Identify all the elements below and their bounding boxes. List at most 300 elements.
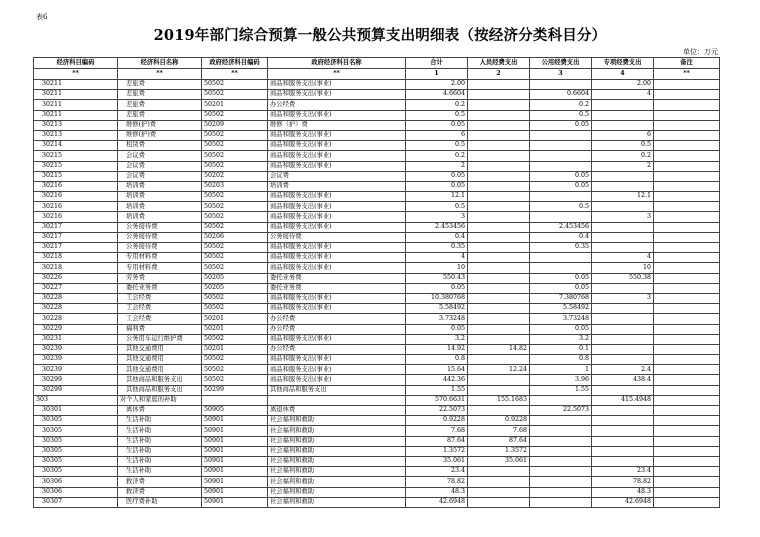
cell-total: 2.453456 [406,222,468,232]
cell-gov-name: 社会福利和救助 [268,456,406,466]
cell-remarks [654,477,720,487]
cell-total: 10 [406,263,468,273]
cell-remarks [654,283,720,293]
cell-special [592,314,654,324]
cell-total: 0.35 [406,243,468,253]
cell-personnel [468,171,530,181]
cell-gov-name: 商品和服务支出(事业) [268,243,406,253]
cell-econ-code: 30307 [34,497,118,507]
cell-gov-code: 50905 [202,406,268,416]
table-row [34,456,720,466]
cell-total: 23.4 [406,467,468,477]
table-row [34,181,720,191]
col-header: 经济科目编码 [34,58,118,69]
cell-gov-code: 50201 [202,324,268,334]
cell-public: 0.4 [530,232,592,242]
cell-total: 0.5 [406,202,468,212]
cell-remarks [654,110,720,120]
cell-remarks [654,181,720,191]
cell-public [530,151,592,161]
cell-gov-code: 50202 [202,171,268,181]
cell-gov-code: 50901 [202,497,268,507]
cell-public [530,130,592,140]
cell-remarks [654,120,720,130]
table-row [34,477,720,487]
cell-public [530,456,592,466]
cell-public [530,141,592,151]
cell-total: 0.9228 [406,416,468,426]
cell-total: 10.380768 [406,293,468,303]
cell-econ-code: 30215 [34,171,118,181]
cell-special [592,446,654,456]
cell-gov-code: 50502 [202,304,268,314]
cell-gov-name: 社会福利和救助 [268,436,406,446]
cell-total: 42.6948 [406,497,468,507]
cell-gov-name: 离退休费 [268,406,406,416]
cell-gov-code: 50201 [202,314,268,324]
cell-gov-code [202,395,268,405]
cell-gov-code: 50502 [202,222,268,232]
cell-gov-code: 50502 [202,151,268,161]
cell-remarks [654,171,720,181]
cell-econ-code: 30306 [34,477,118,487]
cell-econ-name: 专用材料费 [118,263,202,273]
cell-public: 0.05 [530,181,592,191]
cell-gov-code: 50206 [202,232,268,242]
col-subheader: 3 [530,69,592,80]
table-row [34,202,720,212]
cell-econ-code: 30229 [34,324,118,334]
table-row [34,406,720,416]
cell-total: 0.5 [406,110,468,120]
cell-total: 0.4 [406,232,468,242]
cell-remarks [654,385,720,395]
cell-gov-name: 会议费 [268,171,406,181]
cell-public: 0.6604 [530,90,592,100]
cell-gov-code: 50901 [202,416,268,426]
cell-econ-name: 生活补助 [118,456,202,466]
cell-personnel [468,232,530,242]
cell-personnel [468,80,530,90]
cell-gov-code: 50901 [202,436,268,446]
cell-remarks [654,324,720,334]
cell-special [592,232,654,242]
cell-total: 3.73248 [406,314,468,324]
cell-total: 87.64 [406,436,468,446]
cell-total: 2.00 [406,80,468,90]
cell-remarks [654,222,720,232]
cell-econ-code: 30216 [34,192,118,202]
cell-gov-code: 50502 [202,375,268,385]
cell-special: 438.4 [592,375,654,385]
cell-econ-code: 30305 [34,446,118,456]
cell-gov-name: 社会福利和救助 [268,426,406,436]
cell-public [530,80,592,90]
cell-econ-code: 30239 [34,355,118,365]
cell-total: 0.05 [406,324,468,334]
cell-econ-name: 其他交通费用 [118,355,202,365]
cell-public: 22.5073 [530,406,592,416]
cell-gov-code: 50502 [202,365,268,375]
cell-remarks [654,243,720,253]
cell-econ-name: 培训费 [118,192,202,202]
cell-remarks [654,273,720,283]
cell-gov-code: 50299 [202,385,268,395]
cell-econ-code: 30231 [34,334,118,344]
cell-remarks [654,212,720,222]
cell-total: 22.5073 [406,406,468,416]
cell-public: 0.05 [530,324,592,334]
cell-econ-code: 30214 [34,141,118,151]
cell-gov-code: 50901 [202,456,268,466]
cell-econ-code: 30305 [34,456,118,466]
cell-gov-code: 50209 [202,120,268,130]
cell-gov-name: 商品和服务支出(事业) [268,365,406,375]
cell-personnel [468,355,530,365]
cell-special: 10 [592,263,654,273]
table-row [34,395,720,405]
cell-remarks [654,100,720,110]
cell-econ-name: 救济费 [118,477,202,487]
table-row [34,324,720,334]
cell-econ-code: 30228 [34,304,118,314]
cell-public: 3.73248 [530,314,592,324]
cell-econ-code: 30213 [34,130,118,140]
cell-public: 3.2 [530,334,592,344]
cell-gov-code: 50502 [202,293,268,303]
cell-total: 442.36 [406,375,468,385]
cell-econ-name: 福利费 [118,324,202,334]
cell-special [592,456,654,466]
cell-special [592,110,654,120]
cell-econ-code: 30301 [34,406,118,416]
table-row [34,141,720,151]
cell-remarks [654,314,720,324]
cell-special [592,171,654,181]
cell-public: 5.58492 [530,304,592,314]
cell-public [530,192,592,202]
cell-gov-code: 50201 [202,100,268,110]
cell-gov-name: 商品和服务支出(事业) [268,263,406,273]
table-row [34,314,720,324]
cell-econ-name: 生活补助 [118,446,202,456]
cell-personnel [468,243,530,253]
cell-total: 14.92 [406,344,468,354]
cell-personnel [468,497,530,507]
cell-gov-name: 委托业务费 [268,283,406,293]
cell-personnel [468,120,530,130]
cell-public: 1.55 [530,385,592,395]
cell-public [530,467,592,477]
table-row [34,232,720,242]
cell-total: 0.05 [406,181,468,191]
table-body [34,80,720,508]
cell-remarks [654,253,720,263]
cell-gov-name: 商品和服务支出(事业) [268,130,406,140]
cell-remarks [654,365,720,375]
cell-special: 4 [592,90,654,100]
cell-public [530,436,592,446]
cell-special [592,120,654,130]
cell-remarks [654,436,720,446]
cell-total: 48.3 [406,487,468,497]
col-header: 经济科目名称 [118,58,202,69]
cell-remarks [654,416,720,426]
col-subheader: ** [34,69,118,80]
cell-gov-code: 50203 [202,181,268,191]
cell-special: 550.38 [592,273,654,283]
table-row [34,446,720,456]
cell-gov-name: 商品和服务支出(事业) [268,304,406,314]
table-row [34,100,720,110]
cell-personnel: 1.3572 [468,446,530,456]
table-row [34,212,720,222]
cell-special [592,181,654,191]
cell-gov-name: 社会福利和救助 [268,487,406,497]
cell-gov-name: 社会福利和救助 [268,446,406,456]
cell-public: 0.2 [530,100,592,110]
cell-special: 78.82 [592,477,654,487]
cell-econ-code: 30216 [34,202,118,212]
cell-public: 1 [530,365,592,375]
cell-special: 12.1 [592,192,654,202]
cell-econ-code: 30215 [34,151,118,161]
cell-total: 0.2 [406,100,468,110]
cell-gov-name: 商品和服务支出(事业) [268,161,406,171]
table-row [34,355,720,365]
table-subheader-row [34,69,720,80]
cell-econ-name: 差旅费 [118,80,202,90]
cell-remarks [654,355,720,365]
unit-label: 单位：万元 [683,48,718,56]
page-title: 2019年部门综合预算一般公共预算支出明细表（按经济分类科目分） [153,27,607,44]
cell-public [530,212,592,222]
cell-total: 1.3572 [406,446,468,456]
cell-gov-name: 其他商品和服务支出 [268,385,406,395]
cell-econ-name: 培训费 [118,202,202,212]
cell-special: 2.4 [592,365,654,375]
cell-personnel [468,406,530,416]
cell-gov-name: 公务接待费 [268,232,406,242]
cell-special: 2.00 [592,80,654,90]
cell-total: 78.82 [406,477,468,487]
cell-special [592,334,654,344]
cell-special: 48.3 [592,487,654,497]
cell-total: 4.6604 [406,90,468,100]
cell-personnel [468,334,530,344]
cell-gov-code: 50502 [202,243,268,253]
cell-econ-name: 差旅费 [118,110,202,120]
cell-special: 42.6948 [592,497,654,507]
cell-personnel [468,110,530,120]
cell-gov-name: 商品和服务支出(事业) [268,355,406,365]
cell-remarks [654,395,720,405]
cell-personnel [468,324,530,334]
cell-personnel [468,151,530,161]
cell-econ-name: 其他交通费用 [118,344,202,354]
cell-econ-code: 30305 [34,467,118,477]
cell-remarks [654,334,720,344]
cell-econ-code: 30239 [34,365,118,375]
cell-gov-name: 商品和服务支出(事业) [268,212,406,222]
cell-public [530,263,592,273]
cell-total: 7.68 [406,426,468,436]
cell-total: 0.8 [406,355,468,365]
cell-econ-name: 会议费 [118,161,202,171]
cell-remarks [654,151,720,161]
table-row [34,80,720,90]
cell-remarks [654,304,720,314]
cell-econ-code: 30305 [34,426,118,436]
cell-econ-name: 生活补助 [118,426,202,436]
cell-econ-code: 30306 [34,487,118,497]
cell-personnel: 35.061 [468,456,530,466]
cell-econ-code: 30299 [34,375,118,385]
cell-gov-code: 50502 [202,253,268,263]
col-subheader: 2 [468,69,530,80]
table-row [34,426,720,436]
col-header: 政府经济科目编码 [202,58,268,69]
cell-gov-name: 商品和服务支出(事业) [268,293,406,303]
cell-special: 23.4 [592,467,654,477]
cell-econ-code: 30217 [34,222,118,232]
table-row [34,467,720,477]
cell-special [592,344,654,354]
cell-gov-name: 商品和服务支出(事业) [268,90,406,100]
cell-econ-code: 30305 [34,436,118,446]
cell-total: 35.061 [406,456,468,466]
cell-remarks [654,202,720,212]
cell-public [530,497,592,507]
cell-gov-code: 50502 [202,355,268,365]
cell-personnel: 155.1683 [468,395,530,405]
cell-gov-code: 50901 [202,487,268,497]
document-number: 表6 [36,13,48,21]
table-row [34,120,720,130]
cell-econ-code: 30228 [34,314,118,324]
cell-econ-name: 公务接待费 [118,243,202,253]
cell-remarks [654,467,720,477]
cell-econ-code: 30305 [34,416,118,426]
cell-personnel [468,130,530,140]
cell-econ-name: 生活补助 [118,467,202,477]
table-row [34,283,720,293]
table-row [34,222,720,232]
cell-personnel [468,385,530,395]
cell-personnel: 0.9228 [468,416,530,426]
col-subheader: ** [268,69,406,80]
cell-gov-name: 商品和服务支出(事业) [268,202,406,212]
cell-econ-name: 会议费 [118,151,202,161]
col-header: 合计 [406,58,468,69]
cell-total: 0.05 [406,283,468,293]
cell-gov-code: 50901 [202,477,268,487]
cell-econ-name: 工会经费 [118,314,202,324]
cell-econ-name: 工会经费 [118,293,202,303]
cell-gov-name: 社会福利和救助 [268,467,406,477]
cell-econ-name: 离休费 [118,406,202,416]
cell-personnel: 87.64 [468,436,530,446]
cell-econ-name: 维修(护)费 [118,130,202,140]
cell-gov-code: 50201 [202,344,268,354]
cell-total: 570.6631 [406,395,468,405]
col-subheader: ** [202,69,268,80]
table-row [34,263,720,273]
col-subheader: 1 [406,69,468,80]
cell-personnel [468,314,530,324]
cell-gov-name: 社会福利和救助 [268,497,406,507]
cell-gov-name: 商品和服务支出(事业) [268,80,406,90]
table-row [34,192,720,202]
cell-econ-name: 差旅费 [118,100,202,110]
col-header: 政府经济科目名称 [268,58,406,69]
col-header: 人员经费支出 [468,58,530,69]
cell-remarks [654,446,720,456]
cell-gov-code: 50502 [202,80,268,90]
cell-special [592,222,654,232]
table-row [34,293,720,303]
cell-total: 5.58492 [406,304,468,314]
cell-special: 0.5 [592,141,654,151]
cell-gov-code: 50502 [202,130,268,140]
cell-econ-code: 30211 [34,110,118,120]
cell-personnel [468,477,530,487]
cell-special: 3 [592,293,654,303]
cell-total: 0.5 [406,141,468,151]
cell-remarks [654,487,720,497]
table-row [34,243,720,253]
cell-gov-code: 50502 [202,263,268,273]
cell-remarks [654,90,720,100]
cell-econ-name: 救济费 [118,487,202,497]
cell-personnel [468,273,530,283]
cell-gov-name: 办公经费 [268,314,406,324]
col-header: 公用经费支出 [530,58,592,69]
cell-gov-name: 社会福利和救助 [268,416,406,426]
cell-remarks [654,130,720,140]
cell-personnel [468,202,530,212]
cell-personnel: 7.68 [468,426,530,436]
cell-econ-name: 培训费 [118,181,202,191]
cell-special [592,385,654,395]
cell-remarks [654,293,720,303]
cell-special: 6 [592,130,654,140]
cell-personnel: 14.82 [468,344,530,354]
table-row [34,161,720,171]
cell-econ-code: 30213 [34,120,118,130]
table-row [34,497,720,507]
cell-gov-code: 50502 [202,212,268,222]
col-subheader: ** [118,69,202,80]
cell-econ-name: 维修(护)费 [118,120,202,130]
cell-personnel [468,141,530,151]
table-row [34,304,720,314]
cell-gov-name: 培训费 [268,181,406,191]
table-row [34,253,720,263]
cell-public [530,161,592,171]
cell-total: 6 [406,130,468,140]
cell-personnel [468,375,530,385]
cell-remarks [654,375,720,385]
cell-remarks [654,192,720,202]
cell-public [530,487,592,497]
cell-econ-name: 专用材料费 [118,253,202,263]
cell-gov-code: 50901 [202,467,268,477]
cell-public [530,426,592,436]
table-row [34,436,720,446]
cell-remarks [654,497,720,507]
cell-econ-code: 30299 [34,385,118,395]
